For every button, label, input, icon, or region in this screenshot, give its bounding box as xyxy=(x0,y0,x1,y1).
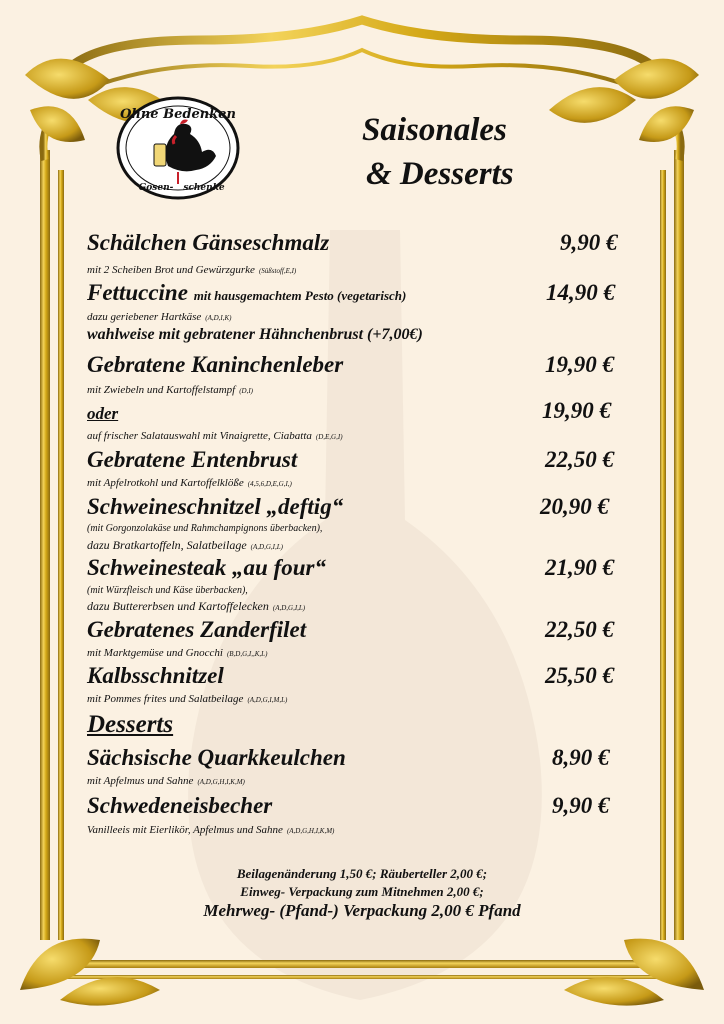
menu-item-desc: auf frischer Salatauswahl mit Vinaigrette, Ciabatta (D,E,G,I) xyxy=(87,430,343,442)
menu-item-desc: mit 2 Scheiben Brot und Gewürzgurke (Süßstoff,E,I) xyxy=(87,264,297,276)
menu-item-name: Kalbsschnitzel xyxy=(87,663,224,688)
menu-item-desc2: dazu Buttererbsen und Kartoffelecken (A,D,G,I,L) xyxy=(87,599,306,613)
dessert-item-name: Schwedeneisbecher xyxy=(87,793,273,818)
menu-item-name-sub: mit hausgemachtem Pesto (vegetarisch) xyxy=(193,288,407,303)
menu-item-name: Gebratene Entenbrust xyxy=(87,447,298,472)
allergen-codes: (B,D,G,I,,K,L) xyxy=(226,650,268,658)
dessert-item-desc: Vanilleeis mit Eierlikör, Apfelmus und Sahne (A,D,G,H,I,K,M) xyxy=(87,824,335,836)
menu-item-name: Gebratene Kaninchenleber xyxy=(87,352,344,377)
menu-item-name: Schweinesteak „au four“ xyxy=(87,555,326,580)
menu-item-price: 22,50 € xyxy=(545,447,614,472)
allergen-codes: (Süßstoff,E,I) xyxy=(258,267,297,275)
allergen-codes: (A,D,G,I,M,L) xyxy=(247,696,288,704)
menu-item-price: 9,90 € xyxy=(560,230,618,255)
allergen-codes: (A,D,G,I,L) xyxy=(250,543,283,551)
allergen-codes: (D,E,G,I) xyxy=(315,433,343,441)
allergen-codes: (4,5,6,D,E,G,I,) xyxy=(247,480,292,488)
menu-item-name: Fettuccine mit hausgemachtem Pesto (vegetarisch) xyxy=(87,280,407,305)
allergen-codes: (A,D,G,I,L) xyxy=(272,604,306,612)
menu-item-price: 20,90 € xyxy=(540,494,609,519)
menu-item-name: Schweineschnitzel „deftig“ xyxy=(87,494,344,519)
allergen-codes: (D,I) xyxy=(239,387,254,395)
dessert-item-price: 8,90 € xyxy=(552,745,610,770)
menu-item-desc: mit Zwiebeln und Kartoffelstampf (D,I) xyxy=(87,384,254,396)
footer-line1: Beilagenänderung 1,50 €; Räuberteller 2,00 €; xyxy=(236,866,488,881)
menu-item-price: 19,90 € xyxy=(545,352,614,377)
page-title-line2: & Desserts xyxy=(366,156,514,192)
footer-line3: Mehrweg- (Pfand-) Verpackung 2,00 € Pfand xyxy=(203,901,521,920)
desserts-heading: Desserts xyxy=(87,711,174,738)
footer-line2: Einweg- Verpackung zum Mitnehmen 2,00 €; xyxy=(240,884,484,899)
menu-item-price: 22,50 € xyxy=(545,617,614,642)
restaurant-logo xyxy=(116,96,240,200)
allergen-codes: (A,D,I,K) xyxy=(205,314,232,322)
menu-item-price: 19,90 € xyxy=(542,398,611,423)
logo-left-text: Gosen- xyxy=(138,183,174,193)
menu-item-desc: mit Apfelrotkohl und Kartoffelklöße (4,5,6,D,E,G,I,) xyxy=(87,477,292,489)
menu-item-desc: dazu geriebener Hartkäse (A,D,I,K) xyxy=(87,311,232,323)
allergen-codes: (A,D,G,H,I,K,M) xyxy=(286,827,335,835)
menu-item-name: oder xyxy=(87,404,119,423)
menu-item-desc2: dazu Bratkartoffeln, Salatbeilage (A,D,G,I,L) xyxy=(87,538,283,552)
allergen-codes: (A,D,G,H,I,K,M) xyxy=(197,778,245,786)
menu-item-price: 14,90 € xyxy=(546,280,615,305)
dessert-item-desc: mit Apfelmus und Sahne (A,D,G,H,I,K,M) xyxy=(87,775,245,787)
logo-right-text: schenke xyxy=(183,183,225,193)
page-title-line1: Saisonales xyxy=(362,112,507,148)
menu-item-option: wahlweise mit gebratener Hähnchenbrust (+7,00€) xyxy=(87,326,423,343)
dessert-item-price: 9,90 € xyxy=(552,793,610,818)
menu-item-desc: (mit Würzfleisch und Käse überbacken), xyxy=(87,585,248,596)
menu-item-price: 25,50 € xyxy=(545,663,614,688)
menu-item-desc: mit Pommes frites und Salatbeilage (A,D,G,I,M,L) xyxy=(87,693,288,705)
menu-item-price: 21,90 € xyxy=(545,555,614,580)
beer-glass-icon xyxy=(154,144,166,166)
menu-item-desc: (mit Gorgonzolakäse und Rahmchampignons überbacken), xyxy=(87,523,323,534)
logo-top-text: Ohne Bedenken xyxy=(120,107,236,122)
dessert-item-name: Sächsische Quarkkeulchen xyxy=(87,745,346,770)
menu-item-desc: mit Marktgemüse und Gnocchi (B,D,G,I,,K,L) xyxy=(87,647,268,659)
menu-item-name: Gebratenes Zanderfilet xyxy=(87,617,307,642)
menu-item-name: Schälchen Gänseschmalz xyxy=(87,230,330,255)
